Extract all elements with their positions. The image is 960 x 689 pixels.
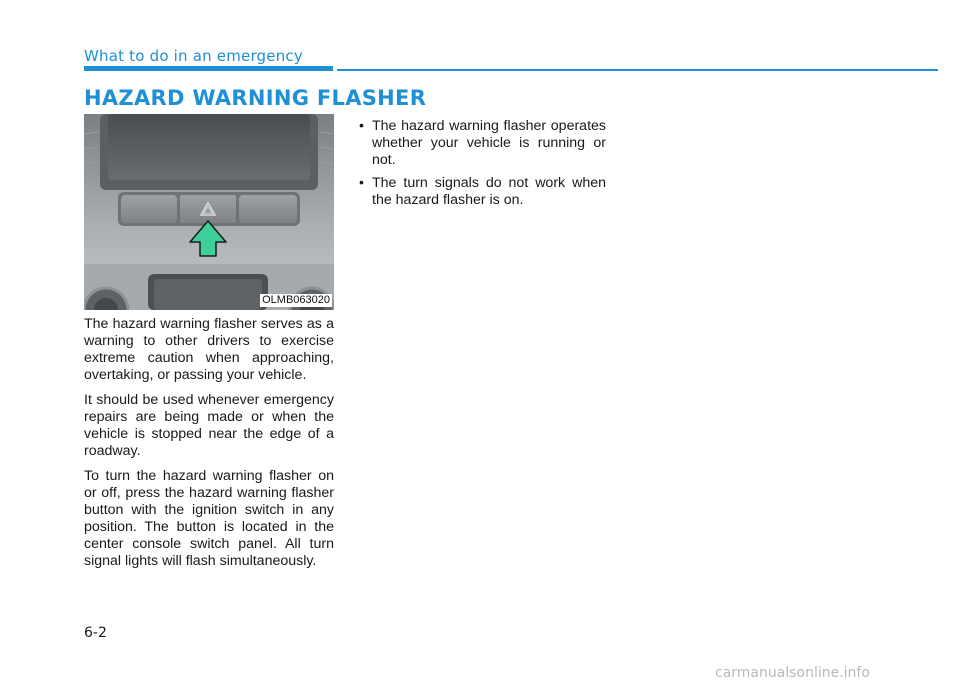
paragraph: It should be used whenever emergency repairs are being made or when the vehicle is stopped near the edge of a roadway. (84, 392, 334, 459)
figure-console (84, 114, 334, 310)
bullet-list (356, 118, 606, 209)
bullet-icon: • (359, 118, 364, 134)
paragraph: The hazard warning flasher serves as a warning to other drivers to exercise extreme caution when approaching, overtaking, or passing your vehicle. (84, 316, 334, 383)
console-illustration (84, 114, 334, 310)
bullet-icon: • (359, 175, 364, 191)
body-left-column (84, 316, 334, 578)
list-item (356, 175, 606, 209)
section-label: What to do in an emergency (84, 47, 303, 65)
figure-code: OLMB063020 (262, 294, 330, 306)
page-number: 6-2 (84, 625, 107, 641)
list-item-text: The hazard warning flasher operates whether your vehicle is running or not. (372, 118, 606, 168)
page-title: HAZARD WARNING FLASHER (84, 86, 427, 110)
paragraph: To turn the hazard warning flasher on or off, press the hazard warning flasher button with the ignition switch in any position. The button is located in the center console switch panel. All turn signal lights will flash simultaneously. (84, 468, 334, 569)
section-rule-thin (337, 69, 938, 71)
section-rule-thick (84, 66, 333, 71)
list-item (356, 118, 606, 169)
list-item-text: The turn signals do not work when the hazard flasher is on. (372, 175, 606, 208)
watermark: carmanualsonline.info (715, 665, 870, 681)
body-right-column (356, 118, 606, 215)
